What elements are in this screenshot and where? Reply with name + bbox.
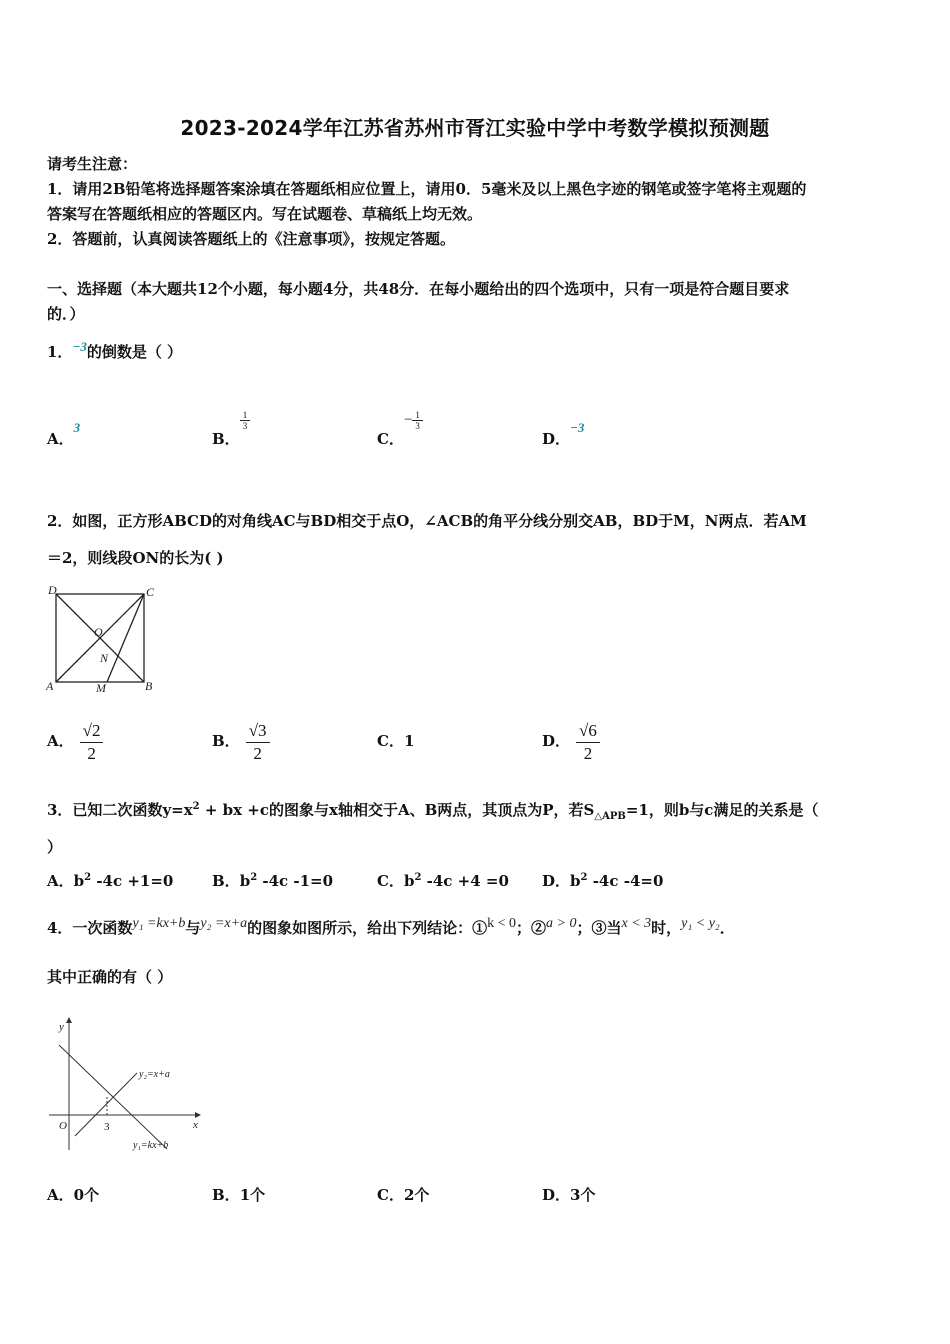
option-sign: − <box>403 412 413 428</box>
q1-option-a[interactable] <box>47 420 81 449</box>
q1-option-b[interactable] <box>212 409 250 451</box>
conclusion-2: a > 0 <box>546 916 577 931</box>
label-origin: O <box>59 1120 67 1132</box>
label-n: N <box>100 651 109 665</box>
notice-heading: 请考生注意： <box>47 155 138 173</box>
q1-expression: −3 <box>72 339 87 354</box>
label-y: y <box>59 1021 64 1033</box>
question-2-line-1: 2．如图，正方形ABCD的对角线AC与BD相交于点O，∠ACB的角平分线分别交AB，BD于M，N两点．若AM <box>47 512 807 530</box>
question-3-line-1: 3．已知二次函数$y=x^2$ + bx +c的图象与x轴相交于A、B两点，其顶点为P，若$S_{\triangle APB}=1$，则b与c满足的关系是（ <box>47 801 819 822</box>
option-fraction: $\frac{√3}{2}$ <box>246 720 270 765</box>
q3-option-c[interactable]: C．$b^2$ -4c +4 =0 <box>377 872 509 890</box>
q4-option-a[interactable]: A．0个 <box>47 1186 100 1204</box>
bisector-cm <box>107 594 144 682</box>
page-title: 2023-2024学年江苏省苏州市胥江实验中学中考数学模拟预测题 <box>180 116 770 140</box>
label-x: x <box>193 1119 198 1131</box>
option-label: C． <box>377 430 404 448</box>
question-2-line-2: ＝2，则线段ON的长为( ) <box>47 549 224 567</box>
x-axis-arrow <box>195 1112 201 1118</box>
label-d: D <box>48 584 57 597</box>
label-b: B <box>145 679 153 693</box>
section-heading-line-1: 一、选择题（本大题共12个小题，每小题4分，共48分．在每小题给出的四个选项中，只有一项是符合题目要求 <box>47 280 790 298</box>
option-label: A． <box>47 732 74 750</box>
question-4-line-1: 4．一次函数y₁ =kx+b与y₂ =x+a的图象如图所示，给出下列结论：①k < 0；②a > 0；③当x < 3时，y₁ < y₂． <box>47 916 735 937</box>
q2-option-c[interactable] <box>377 716 414 766</box>
notice-line-1b: 答案写在答题纸相应的答题区内。写在试题卷、草稿纸上均无效。 <box>47 205 483 223</box>
option-label: B． <box>212 430 240 448</box>
q4-option-c[interactable]: C．2个 <box>377 1186 430 1204</box>
option-fraction: $\frac{1}{3}$ <box>240 410 251 431</box>
linear-functions-graph <box>45 1015 205 1160</box>
label-a: A <box>46 679 54 693</box>
label-line-y2: y₂=x+a <box>139 1069 170 1080</box>
option-value: −3 <box>570 420 585 435</box>
label-c: C <box>146 585 155 599</box>
conclusion-3: x < 3 <box>621 916 652 931</box>
option-label: C． <box>377 732 404 750</box>
option-fraction: $\frac{√2}{2}$ <box>80 720 104 765</box>
square-figure <box>45 584 160 696</box>
option-fraction: $\frac{1}{3}$ <box>412 410 423 431</box>
question-1 <box>47 341 182 362</box>
q4-option-b[interactable]: B．1个 <box>212 1186 266 1204</box>
q3-option-a[interactable]: A．$b^2$ -4c +1=0 <box>47 872 174 890</box>
q4-option-d[interactable]: D．3个 <box>542 1186 596 1204</box>
option-value: 1 <box>403 732 415 750</box>
conclusion-3-inequality: y₁ < y₂ <box>681 916 720 931</box>
notice-line-2: 2．答题前，认真阅读答题纸上的《注意事项》，按规定答题。 <box>47 230 455 248</box>
conclusion-1: k < 0 <box>487 916 516 931</box>
option-label: D． <box>542 732 571 750</box>
q1-text: 的倒数是（ ） <box>86 343 183 361</box>
formula-y2: y₂ =x+a <box>200 916 248 931</box>
q1-number: 1． <box>47 343 73 361</box>
option-fraction: $\frac{√6}{2}$ <box>576 720 600 765</box>
label-three: 3 <box>104 1121 110 1133</box>
q2-option-b[interactable] <box>212 716 270 766</box>
formula-y1: y₁ =kx+b <box>132 916 186 931</box>
option-value: 3 <box>73 420 81 435</box>
q1-option-c[interactable] <box>377 409 423 451</box>
label-line-y1: y₁=kx+b <box>133 1140 169 1151</box>
y-axis-arrow <box>66 1017 72 1023</box>
q3-option-b[interactable]: B．$b^2$ -4c -1=0 <box>212 872 334 890</box>
option-label: A． <box>47 430 74 448</box>
question-3-line-2: ） <box>47 838 63 856</box>
q3-option-d[interactable]: D．$b^2$ -4c -4=0 <box>542 872 664 890</box>
option-label: D． <box>542 430 571 448</box>
notice-line-1a: 1．请用2B铅笔将选择题答案涂填在答题纸相应位置上，请用0．5毫米及以上黑色字迹的钢笔或签字笔将主观题的 <box>47 180 807 198</box>
section-heading-line-2: 的．） <box>47 305 85 323</box>
option-label: B． <box>212 732 240 750</box>
label-m: M <box>96 681 106 695</box>
question-4-line-2: 其中正确的有（ ） <box>47 968 173 986</box>
q2-option-a[interactable] <box>47 716 103 766</box>
label-o: O <box>94 625 103 639</box>
q1-option-d[interactable] <box>542 420 585 449</box>
q2-option-d[interactable] <box>542 716 600 766</box>
